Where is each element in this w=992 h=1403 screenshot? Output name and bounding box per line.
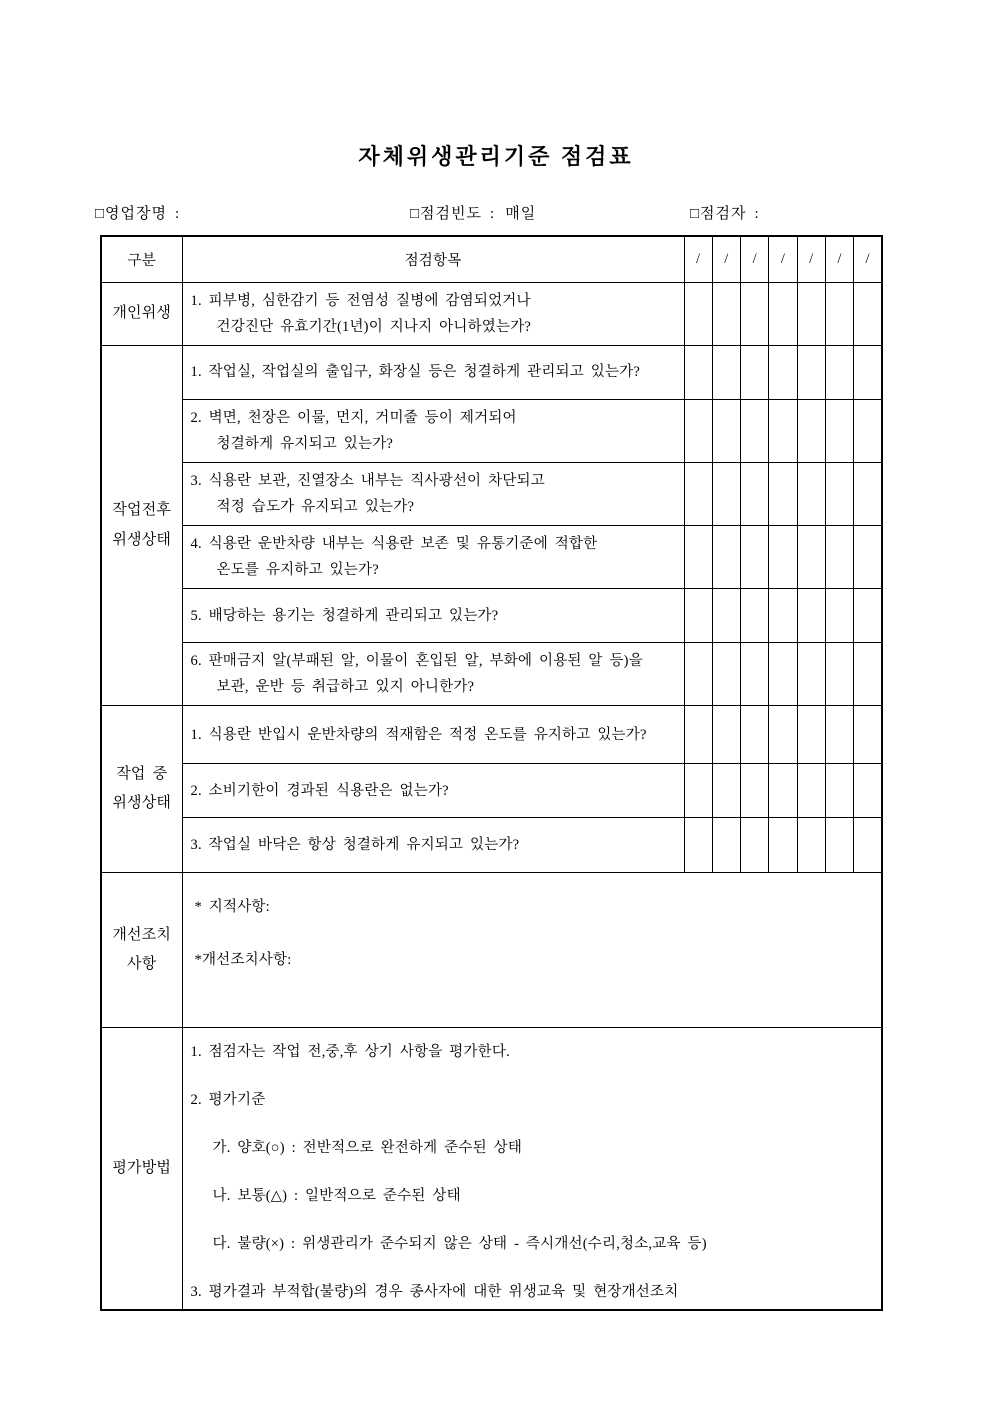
check-cell	[825, 462, 853, 525]
date-column-header: /	[712, 236, 740, 282]
check-cell	[769, 589, 797, 643]
check-cell	[797, 764, 825, 818]
check-cell	[712, 345, 740, 399]
check-cell	[684, 589, 712, 643]
check-cell	[769, 345, 797, 399]
date-column-header: /	[741, 236, 769, 282]
check-cell	[684, 399, 712, 462]
check-cell	[825, 818, 853, 873]
check-cell	[741, 526, 769, 589]
check-cell	[769, 818, 797, 873]
check-cell	[825, 706, 853, 764]
check-cell	[769, 764, 797, 818]
check-cell	[769, 462, 797, 525]
inspector-field	[690, 202, 770, 223]
check-cell	[797, 462, 825, 525]
check-cell	[712, 526, 740, 589]
check-cell	[712, 643, 740, 706]
evaluation-line: 3. 평가결과 부적합(불량)의 경우 종사자에 대한 위생교육 및 현장개선조치	[190, 1284, 679, 1301]
check-cell	[825, 764, 853, 818]
question-cell	[182, 399, 684, 462]
question-line: 청결하게 유지되고 있는가?	[216, 435, 394, 452]
check-cell	[825, 345, 853, 399]
improvement-row	[101, 873, 882, 1028]
column-header-category: 구분	[101, 236, 182, 282]
check-cell	[741, 462, 769, 525]
check-cell	[797, 818, 825, 873]
inspection-frequency-value: 매일	[505, 206, 537, 222]
check-cell	[769, 282, 797, 345]
check-cell	[684, 818, 712, 873]
question-line: 2. 소비기한이 경과된 식용란은 없는가?	[190, 782, 449, 799]
question-line: 적정 습도가 유지되고 있는가?	[216, 498, 415, 515]
date-column-header: /	[684, 236, 712, 282]
section-label-personal-hygiene: 개인위생	[101, 282, 182, 345]
check-cell	[854, 818, 882, 873]
section-label-before-after-work: 작업전후 위생상태	[101, 345, 182, 706]
check-cell	[854, 462, 882, 525]
check-cell	[797, 526, 825, 589]
check-cell	[712, 399, 740, 462]
check-cell	[854, 399, 882, 462]
question-line: 건강진단 유효기간(1년)이 지나지 아니하였는가?	[216, 318, 532, 335]
question-cell	[182, 345, 684, 399]
check-cell	[825, 526, 853, 589]
check-cell	[854, 643, 882, 706]
check-cell	[854, 589, 882, 643]
check-cell	[797, 345, 825, 399]
check-cell	[854, 345, 882, 399]
check-cell	[741, 764, 769, 818]
colon: :	[754, 206, 760, 222]
check-cell	[684, 643, 712, 706]
check-cell	[684, 462, 712, 525]
question-line: 5. 배당하는 용기는 청결하게 관리되고 있는가?	[190, 607, 499, 624]
question-row	[101, 399, 882, 462]
inspector-label: □점검자	[690, 206, 747, 222]
table-header-row	[101, 236, 882, 282]
question-cell	[182, 706, 684, 764]
check-cell	[854, 764, 882, 818]
check-cell	[684, 526, 712, 589]
question-row	[101, 282, 882, 345]
check-cell	[769, 643, 797, 706]
check-cell	[684, 345, 712, 399]
check-cell	[684, 282, 712, 345]
question-line: 6. 판매금지 알(부패된 알, 이물이 혼입된 알, 부화에 이용된 알 등)을	[190, 653, 643, 670]
question-line: 3. 식용란 보관, 진열장소 내부는 직사광선이 차단되고	[190, 472, 545, 489]
check-cell	[741, 818, 769, 873]
check-cell	[825, 399, 853, 462]
question-cell	[182, 526, 684, 589]
check-cell	[741, 399, 769, 462]
question-row	[101, 706, 882, 764]
question-cell	[182, 589, 684, 643]
question-line: 1. 식용란 반입시 운반차량의 적재함은 적정 온도를 유지하고 있는가?	[190, 726, 647, 743]
question-row	[101, 589, 882, 643]
evaluation-content-cell	[182, 1028, 882, 1311]
section-label-improvement: 개선조치 사항	[101, 873, 182, 1028]
question-cell	[182, 462, 684, 525]
question-line: 1. 작업실, 작업실의 출입구, 화장실 등은 청결하게 관리되고 있는가?	[190, 364, 641, 381]
check-cell	[712, 462, 740, 525]
question-cell	[182, 282, 684, 345]
date-column-header: /	[769, 236, 797, 282]
question-cell	[182, 643, 684, 706]
check-cell	[825, 643, 853, 706]
check-cell	[769, 706, 797, 764]
evaluation-line-poor: 다. 불량(×) : 위생관리가 준수되지 않은 상태 - 즉시개선(수리,청소,교육 등)	[212, 1236, 707, 1253]
check-cell	[769, 526, 797, 589]
question-row	[101, 643, 882, 706]
question-cell	[182, 764, 684, 818]
improvement-content-cell	[182, 873, 882, 1028]
question-line: 4. 식용란 운반차량 내부는 식용란 보존 및 유통기준에 적합한	[190, 536, 598, 553]
column-header-check-items: 점검항목	[182, 236, 684, 282]
check-cell	[854, 706, 882, 764]
page-title: 자체위생관리기준 점검표	[358, 144, 634, 169]
check-cell	[797, 643, 825, 706]
check-cell	[741, 706, 769, 764]
check-cell	[741, 282, 769, 345]
checklist-table	[100, 235, 883, 1311]
check-cell	[825, 282, 853, 345]
question-cell	[182, 818, 684, 873]
evaluation-line-good: 가. 양호(○) : 전반적으로 완전하게 준수된 상태	[212, 1140, 523, 1157]
question-line: 보관, 운반 등 취급하고 있지 아니한가?	[216, 679, 475, 696]
check-cell	[712, 706, 740, 764]
question-row	[101, 526, 882, 589]
check-cell	[741, 589, 769, 643]
question-line: 1. 피부병, 심한감기 등 전염성 질병에 감염되었거나	[190, 292, 531, 309]
question-row	[101, 764, 882, 818]
question-row	[101, 345, 882, 399]
colon: :	[490, 206, 496, 222]
business-name-field	[95, 202, 190, 223]
inspection-frequency-label: □점검빈도	[410, 206, 483, 222]
check-cell	[684, 706, 712, 764]
check-cell	[684, 764, 712, 818]
check-cell	[797, 399, 825, 462]
question-line: 3. 작업실 바닥은 항상 청결하게 유지되고 있는가?	[190, 837, 520, 854]
check-cell	[854, 526, 882, 589]
question-row	[101, 818, 882, 873]
check-cell	[769, 399, 797, 462]
check-cell	[825, 589, 853, 643]
check-cell	[741, 643, 769, 706]
date-column-header: /	[797, 236, 825, 282]
evaluation-line: 1. 점검자는 작업 전,중,후 상기 사항을 평가한다.	[190, 1044, 510, 1061]
question-line: 2. 벽면, 천장은 이물, 먼지, 거미줄 등이 제거되어	[190, 409, 517, 426]
check-cell	[712, 818, 740, 873]
date-column-header: /	[854, 236, 882, 282]
improvement-actions-label: *개선조치사항:	[194, 952, 292, 969]
check-cell	[712, 764, 740, 818]
pointed-out-items-label: * 지적사항:	[194, 899, 270, 916]
check-cell	[712, 282, 740, 345]
check-cell	[797, 282, 825, 345]
check-cell	[712, 589, 740, 643]
evaluation-line-fair: 나. 보통(△) : 일반적으로 준수된 상태	[212, 1188, 461, 1205]
question-row	[101, 462, 882, 525]
section-label-during-work: 작업 중 위생상태	[101, 706, 182, 873]
check-cell	[741, 345, 769, 399]
section-label-evaluation-method: 평가방법	[101, 1028, 182, 1311]
date-column-header: /	[825, 236, 853, 282]
check-cell	[854, 282, 882, 345]
question-line: 온도를 유지하고 있는가?	[216, 562, 379, 579]
colon: :	[175, 206, 181, 222]
check-cell	[797, 589, 825, 643]
inspection-frequency-field	[410, 202, 536, 223]
evaluation-line: 2. 평가기준	[190, 1092, 266, 1109]
check-cell	[797, 706, 825, 764]
business-name-label: □영업장명	[95, 206, 168, 222]
evaluation-row	[101, 1028, 882, 1311]
